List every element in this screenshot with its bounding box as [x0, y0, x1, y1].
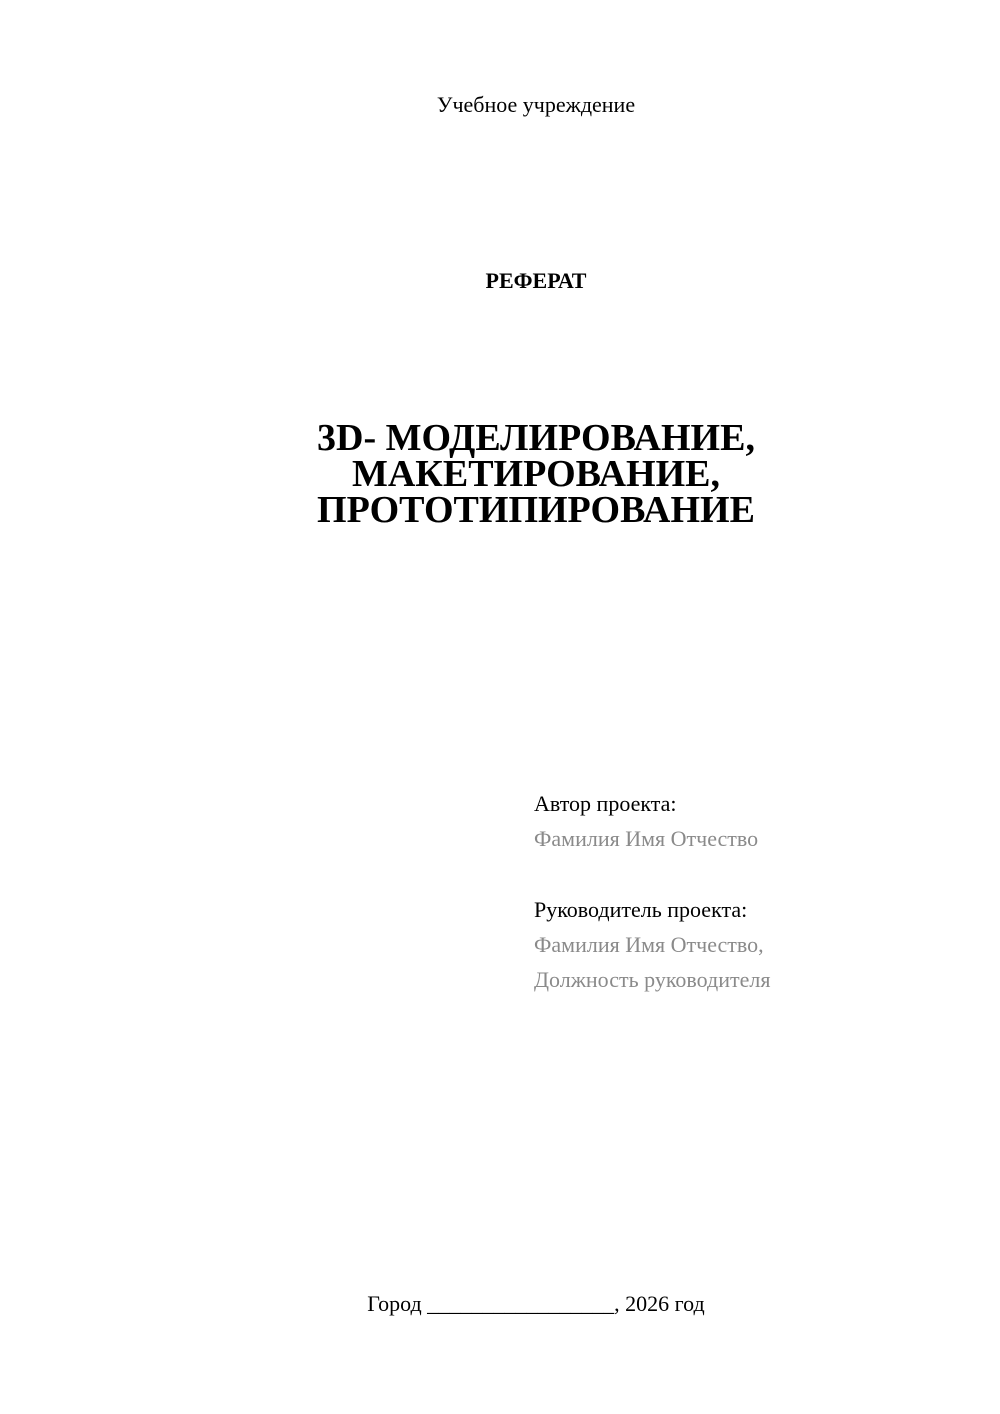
title-line: МАКЕТИРОВАНИЕ,: [351, 453, 720, 495]
supervisor-label: Руководитель проекта:: [534, 897, 748, 922]
info-spacer: [534, 856, 974, 892]
author-label: Автор проекта:: [534, 791, 677, 816]
city-year-line: Город _________________, 2026 год: [367, 1291, 705, 1316]
document-title: [0, 417, 1000, 531]
supervisor-name: Фамилия Имя Отчество,: [534, 932, 764, 957]
title-line: ПРОТОТИПИРОВАНИЕ: [317, 489, 755, 531]
document-type: РЕФЕРАТ: [485, 268, 587, 293]
author-name: Фамилия Имя Отчество: [534, 826, 759, 851]
institution-name: Учебное учреждение: [436, 92, 636, 117]
supervisor-position: Должность руководителя: [534, 967, 771, 992]
title-line: 3D- МОДЕЛИРОВАНИЕ,: [317, 417, 755, 459]
project-info: [534, 786, 974, 997]
